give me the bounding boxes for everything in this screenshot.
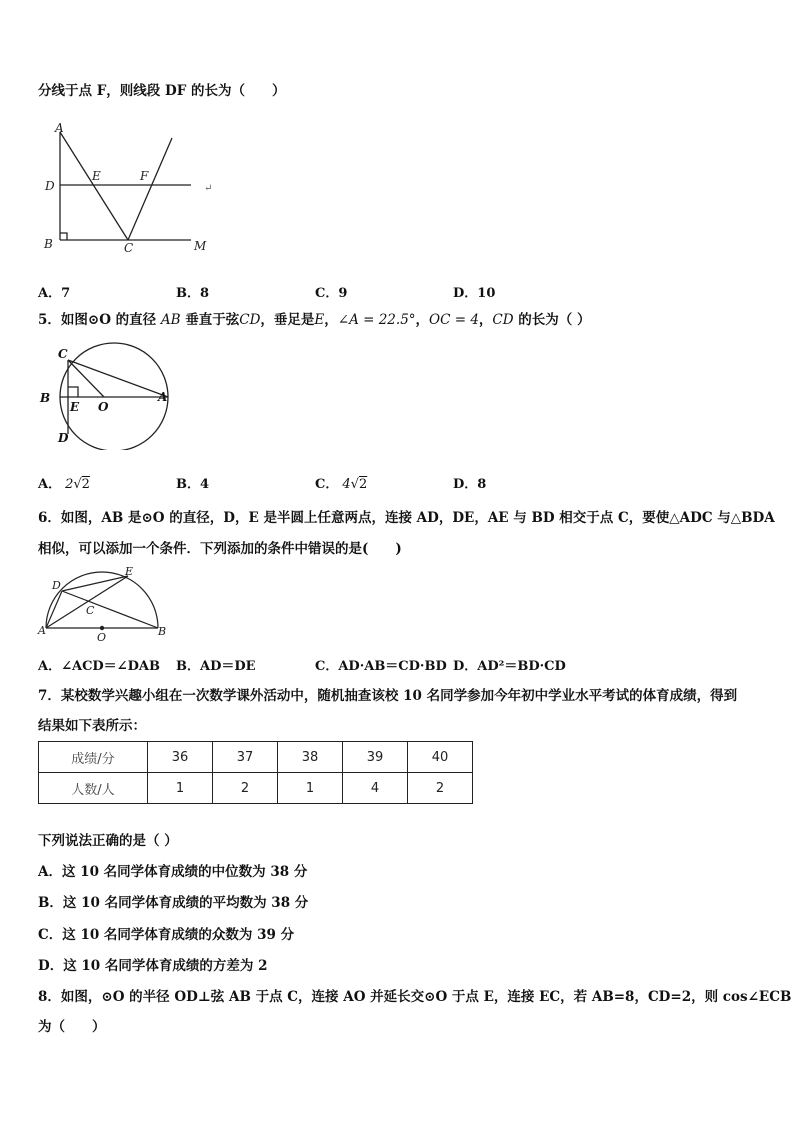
q6-label-o: O: [97, 631, 107, 642]
q5-option-a: A． 2√2: [38, 477, 90, 492]
q4-label-f: F: [140, 169, 149, 183]
q5-label-a: A: [158, 390, 168, 404]
q4-label-a: A: [55, 121, 64, 135]
q5-label-b: B: [40, 391, 51, 405]
q7-line1: 7．某校数学兴趣小组在一次数学课外活动中，随机抽查该校 10 名同学参加今年初中学业水平考试的体育成绩，得到: [38, 688, 738, 704]
q4-stem: 分线于点 F，则线段 DF 的长为（ ）: [38, 83, 286, 99]
q4-option-b: B．8: [176, 286, 210, 301]
table-cell: 1: [148, 773, 213, 804]
q5-option-b: B．4: [176, 477, 210, 492]
q4-label-b: B: [44, 237, 53, 251]
q4-label-c: C: [124, 241, 134, 255]
q4-option-a: A．7: [38, 286, 71, 301]
q5-label-d: D: [58, 431, 69, 445]
q5-option-d: D．8: [453, 477, 487, 492]
q6-label-e: E: [125, 566, 134, 578]
q6-line2: 相似，可以添加一个条件．下列添加的条件中错误的是( ): [38, 541, 402, 557]
q8-line2: 为（ ）: [38, 1019, 106, 1035]
q6-figure: [36, 566, 172, 642]
q7-line2: 结果如下表所示：: [38, 718, 146, 734]
q7-option-c: C．这 10 名同学体育成绩的众数为 39 分: [38, 927, 295, 943]
q5-figure: [36, 342, 176, 450]
q7-option-b: B．这 10 名同学体育成绩的平均数为 38 分: [38, 895, 309, 911]
q4-option-c: C．9: [315, 286, 348, 301]
q6-option-a: A．∠ACD＝∠DAB: [38, 659, 160, 674]
return-mark-icon: ↵: [204, 183, 213, 194]
q6-label-c: C: [86, 604, 95, 617]
table-cell: 38: [278, 742, 343, 773]
q5-option-c: C． 4√2: [315, 477, 368, 492]
table-cell: 39: [343, 742, 408, 773]
q5-label-e: E: [70, 400, 80, 414]
q7-option-a: A．这 10 名同学体育成绩的中位数为 38 分: [38, 864, 308, 880]
table-cell: 2: [213, 773, 278, 804]
q6-label-d: D: [52, 579, 61, 592]
q4-option-d: D．10: [453, 286, 496, 301]
q5-label-o: O: [98, 400, 109, 414]
q6-option-b: B．AD＝DE: [176, 659, 256, 674]
q4-figure: [36, 118, 226, 260]
q4-label-m: M: [194, 239, 207, 253]
q6-line1: 6．如图，AB 是⊙O 的直径，D，E 是半圆上任意两点，连接 AD，DE，AE 与 BD 相交于点 C，要使△ADC 与△BDA: [38, 510, 775, 526]
table-header-score: 成绩/分: [39, 742, 148, 773]
table-cell: 4: [343, 773, 408, 804]
q7-question: 下列说法正确的是（ ）: [38, 833, 178, 849]
table-cell: 1: [278, 773, 343, 804]
q6-option-c: C．AD·AB＝CD·BD: [315, 659, 447, 674]
q6-label-a: A: [38, 624, 46, 637]
table-cell: 2: [408, 773, 473, 804]
table-cell: 36: [148, 742, 213, 773]
table-cell: 40: [408, 742, 473, 773]
q5-label-c: C: [58, 347, 68, 361]
q7-option-d: D．这 10 名同学体育成绩的方差为 2: [38, 958, 268, 974]
table-row: [39, 742, 473, 773]
table-header-count: 人数/人: [39, 773, 148, 804]
q8-line1: 8．如图，⊙O 的半径 OD⊥弦 AB 于点 C，连接 AO 并延长交⊙O 于点 E，连接 EC，若 AB=8，CD=2，则 cos∠ECB: [38, 989, 792, 1005]
table-cell: 37: [213, 742, 278, 773]
q5-stem: 5．如图⊙O 的直径 AB 垂直于弦CD，垂足是E，∠A = 22.5°，OC = 4，CD 的长为（ ）: [38, 312, 591, 328]
table-row: [39, 773, 473, 804]
q4-label-e: E: [92, 169, 101, 183]
score-table: [38, 741, 473, 804]
q4-label-d: D: [45, 179, 55, 193]
q6-label-b: B: [158, 625, 167, 638]
q6-option-d: D．AD²＝BD·CD: [453, 659, 566, 674]
